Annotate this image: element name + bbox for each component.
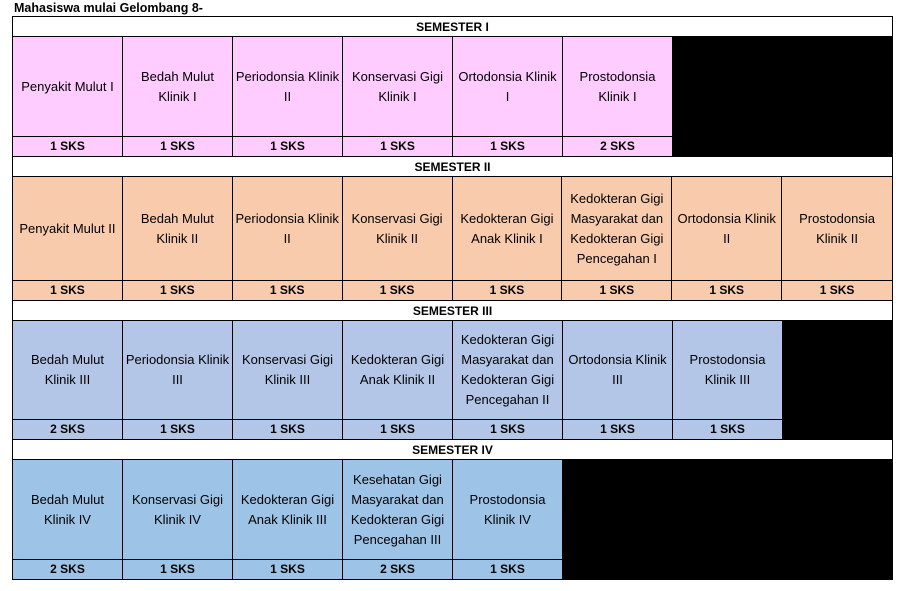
course-name: Periodonsia Klinik III [123, 321, 232, 420]
semester-header: SEMESTER III [12, 300, 893, 320]
course-cell [673, 321, 783, 439]
course-cell [563, 37, 673, 156]
course-name: Penyakit Mulut I [13, 37, 122, 137]
course-name: Konservasi Gigi Klinik I [343, 37, 452, 137]
course-sks: 2 SKS [50, 422, 85, 436]
course-name: Periodonsia Klinik II [233, 177, 342, 281]
course-sks: 1 SKS [819, 283, 855, 297]
course-name: Bedah Mulut Klinik III [13, 321, 122, 420]
semester-header: SEMESTER II [12, 156, 893, 176]
course-name: Kesehatan Gigi Masyarakat dan Kedokteran Gigi Pencegahan III [343, 460, 452, 560]
page-title: Mahasiswa mulai Gelombang 8- [14, 1, 203, 15]
course-sks: 1 SKS [709, 283, 745, 297]
course-cell [123, 177, 233, 300]
course-name: Prostodonsia Klinik IV [453, 460, 562, 560]
curriculum-table [12, 16, 893, 580]
course-name: Prostodonsia Klinik I [563, 37, 672, 137]
course-name: Kedokteran Gigi Masyarakat dan Kedokteran Gigi Pencegahan II [453, 321, 562, 420]
course-name: Ortodonsia Klinik II [672, 177, 781, 281]
course-cell [233, 321, 343, 439]
course-sks: 1 SKS [270, 562, 305, 576]
course-cell [563, 321, 673, 439]
course-name: Konservasi Gigi Klinik III [233, 321, 342, 420]
course-cell [343, 37, 453, 156]
course-sks: 1 SKS [599, 283, 635, 297]
course-name: Prostodonsia Klinik II [782, 177, 892, 281]
course-cell [13, 460, 123, 579]
course-cell [453, 460, 563, 579]
course-name: Ortodonsia Klinik III [563, 321, 672, 420]
course-sks: 1 SKS [490, 562, 525, 576]
course-cell [453, 321, 563, 439]
course-cell [13, 321, 123, 439]
course-sks: 2 SKS [600, 139, 635, 153]
course-cell [782, 177, 893, 300]
course-sks: 1 SKS [600, 422, 635, 436]
semester-header: SEMESTER IV [12, 439, 893, 459]
course-sks: 1 SKS [380, 139, 415, 153]
course-sks: 1 SKS [269, 283, 305, 297]
course-sks: 1 SKS [379, 283, 415, 297]
course-name: Prostodonsia Klinik III [673, 321, 782, 420]
course-sks: 2 SKS [50, 562, 85, 576]
course-name: Kedokteran Gigi Anak Klinik III [233, 460, 342, 560]
course-cell [13, 177, 123, 300]
semester-row [12, 320, 893, 439]
course-sks: 1 SKS [270, 139, 305, 153]
empty-filler [783, 321, 893, 439]
semester-header: SEMESTER I [12, 16, 893, 36]
semester-row [12, 176, 893, 300]
course-cell [672, 177, 782, 300]
course-cell [453, 37, 563, 156]
semester-row [12, 36, 893, 156]
empty-filler [563, 460, 893, 579]
course-cell [562, 177, 672, 300]
course-sks: 1 SKS [160, 422, 195, 436]
course-name: Kedokteran Gigi Anak Klinik I [453, 177, 562, 281]
course-sks: 1 SKS [489, 283, 525, 297]
empty-filler [673, 37, 893, 156]
course-sks: 1 SKS [380, 422, 415, 436]
course-sks: 1 SKS [710, 422, 745, 436]
course-cell [123, 37, 233, 156]
course-name: Konservasi Gigi Klinik II [343, 177, 452, 281]
course-cell [123, 321, 233, 439]
course-cell [343, 321, 453, 439]
course-sks: 1 SKS [270, 422, 305, 436]
course-name: Kedokteran Gigi Masyarakat dan Kedokteran Gigi Pencegahan I [562, 177, 671, 281]
course-cell [453, 177, 563, 300]
semester-row [12, 459, 893, 580]
course-name: Ortodonsia Klinik I [453, 37, 562, 137]
course-sks: 1 SKS [490, 422, 525, 436]
course-cell [233, 177, 343, 300]
course-cell [233, 37, 343, 156]
course-sks: 1 SKS [160, 562, 195, 576]
course-name: Bedah Mulut Klinik II [123, 177, 232, 281]
course-cell [13, 37, 123, 156]
course-cell [343, 460, 453, 579]
course-sks: 1 SKS [160, 139, 195, 153]
course-name: Kedokteran Gigi Anak Klinik II [343, 321, 452, 420]
course-name: Penyakit Mulut II [13, 177, 122, 281]
course-name: Bedah Mulut Klinik I [123, 37, 232, 137]
course-sks: 1 SKS [50, 139, 85, 153]
course-name: Periodonsia Klinik II [233, 37, 342, 137]
course-name: Bedah Mulut Klinik IV [13, 460, 122, 560]
course-sks: 1 SKS [50, 283, 85, 297]
course-sks: 1 SKS [490, 139, 525, 153]
course-sks: 1 SKS [159, 283, 195, 297]
course-cell [123, 460, 233, 579]
course-name: Konservasi Gigi Klinik IV [123, 460, 232, 560]
course-cell [343, 177, 453, 300]
course-cell [233, 460, 343, 579]
course-sks: 2 SKS [380, 562, 415, 576]
